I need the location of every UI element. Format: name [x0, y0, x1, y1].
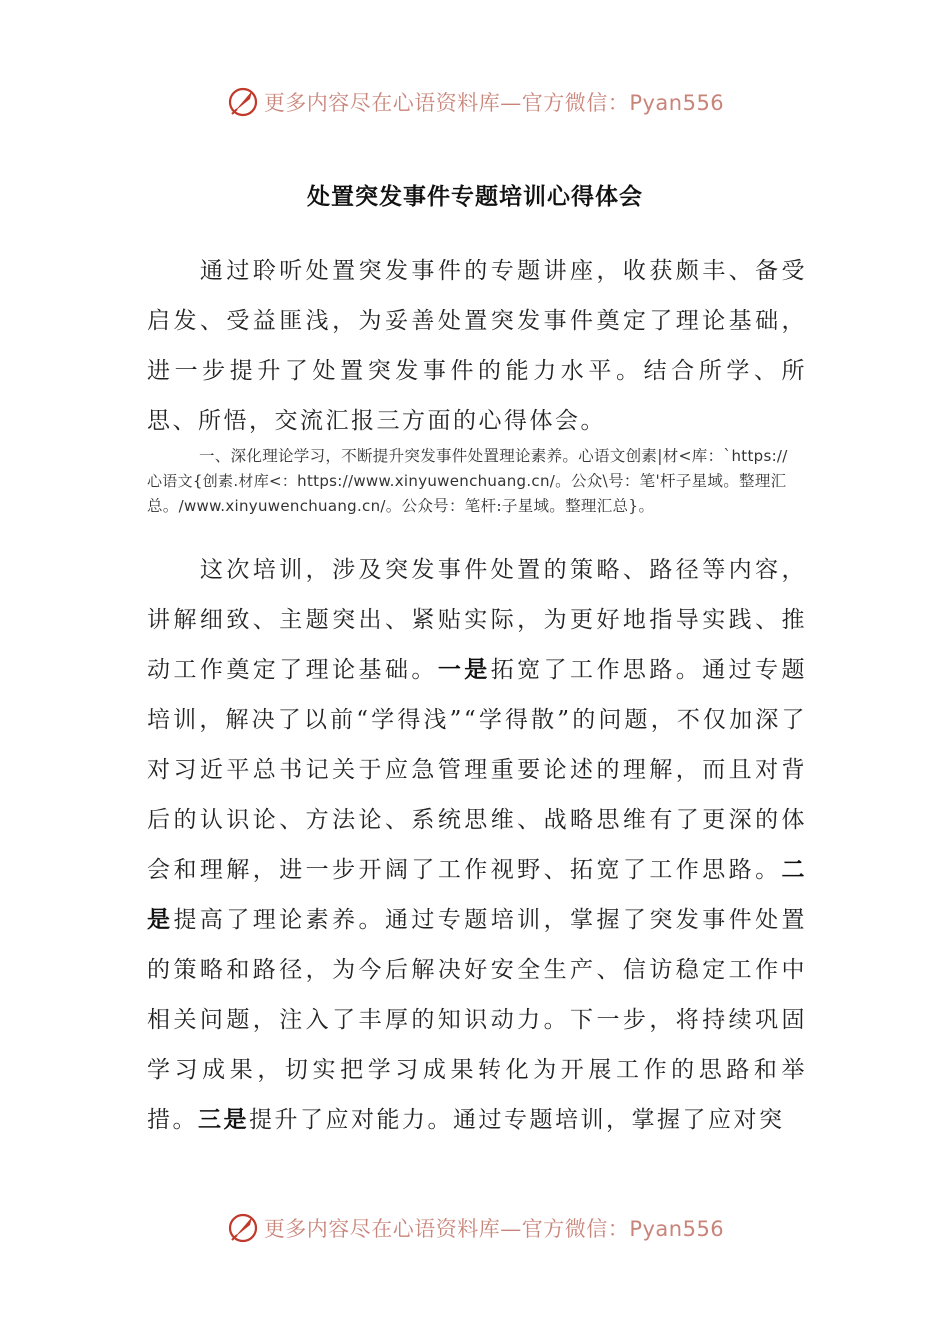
banner-text: 更多内容尽在心语资料库—官方微信： [263, 1217, 630, 1241]
keyword-third: 三是 [198, 1107, 249, 1133]
document-title: 处置突发事件专题培训心得体会 [307, 184, 643, 210]
banner-wechat-id: Pyan556 [629, 91, 725, 115]
section-heading: 一、深化理论学习，不断提升突发事件处置理论素养。心语文创素|材<库：`https://心语文{创素.材库<：https://www.xinyuwenchuang.cn/。公众\号：笔'杆子星域。整理汇总。/www.xinyuwenchuang.cn/。公众号：笔杆:子星域。整理汇总}。 [147, 447, 788, 515]
keyword-second: 二是 [147, 857, 807, 933]
paragraph-intro: 通过聆听处置突发事件的专题讲座，收获颇丰、备受启发、受益匪浅，为妥善处置突发事件奠定了理论基础，进一步提升了处置突发事件的能力水平。结合所学、所思、所悟，交流汇报三方面的心得体会。 [147, 258, 807, 434]
banner-wechat-id: Pyan556 [629, 1217, 725, 1241]
footer-banner [0, 1208, 950, 1248]
banner-text: 更多内容尽在心语资料库—官方微信： [263, 91, 630, 115]
quill-pen-icon [226, 1211, 260, 1245]
paragraph-body: 这次培训，涉及突发事件处置的策略、路径等内容，讲解细致、主题突出、紧贴实际，为更好地指导实践、推动工作奠定了理论基础。一是拓宽了工作思路。通过专题培训，解决了以前“学得浅”“学得散”的问题，不仅加深了对习近平总书记关于应急管理重要论述的理解，而且对背后的认识论、方法论、系统思维、战略思维有了更深的体会和理解，进一步开阔了工作视野、拓宽了工作思路。二是提高了理论素养。通过专题培训，掌握了突发事件处置的策略和路径，为今后解决好安全生产、信访稳定工作中相关问题，注入了丰厚的知识动力。下一步，将持续巩固学习成果，切实把学习成果转化为开展工作的思路和举措。三是提升了应对能力。通过专题培训，掌握了应对突 [147, 557, 807, 1133]
quill-pen-icon [226, 85, 260, 119]
header-banner [0, 82, 950, 122]
keyword-first: 一是 [437, 657, 491, 683]
